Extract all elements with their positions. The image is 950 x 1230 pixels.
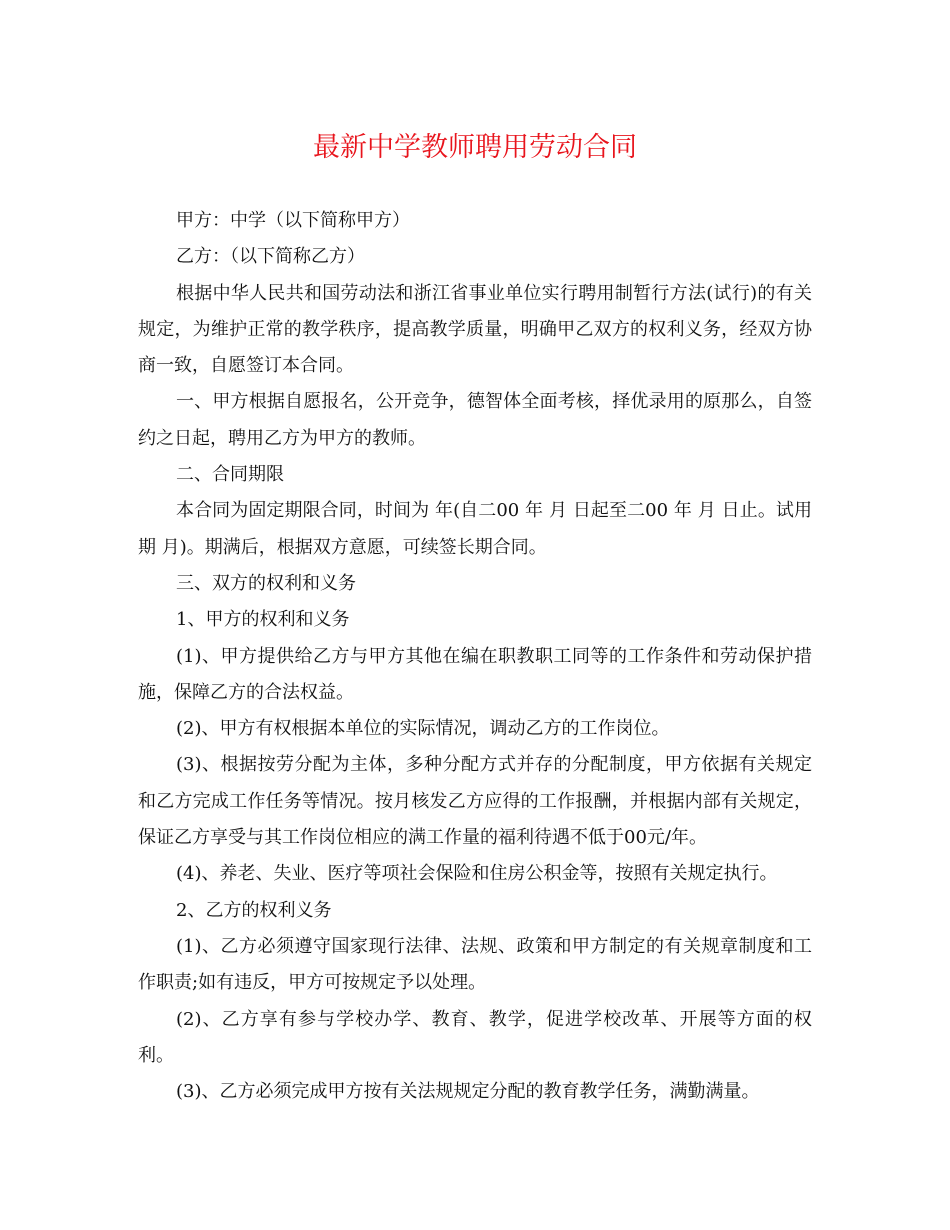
paragraph-party-b: 乙方：（以下简称乙方） xyxy=(176,246,365,268)
paragraph-clause-1: 一、甲方根据自愿报名，公开竞争，德智体全面考核，择优录用的原那么，自签约之日起，聘用乙方为甲方的教师。 xyxy=(138,391,812,449)
heading-rights-obligations: 三、双方的权利和义务 xyxy=(176,572,356,594)
paragraph-party-a: 甲方：中学（以下简称甲方） xyxy=(176,210,410,231)
paragraph-a-item-4: (4)、养老、失业、医疗等项社会保险和住房公积金等，按照有关规定执行。 xyxy=(176,863,778,885)
paragraph-b-item-3: (3)、乙方必须完成甲方按有关法规规定分配的教育教学任务，满勤满量。 xyxy=(176,1081,760,1103)
document-body xyxy=(138,203,812,1110)
heading-party-a-rights: 1、甲方的权利和义务 xyxy=(176,609,350,631)
document-title: 最新中学教师聘用劳动合同 xyxy=(313,132,637,163)
heading-contract-term: 二、合同期限 xyxy=(176,464,284,486)
paragraph-a-item-2: (2)、甲方有权根据本单位的实际情况，调动乙方的工作岗位。 xyxy=(176,718,670,740)
paragraph-preamble: 根据中华人民共和国劳动法和浙江省事业单位实行聘用制暂行方法(试行)的有关规定，为维护正常的教学秩序，提高教学质量，明确甲乙双方的权利义务，经双方协商一致，自愿签订本合同。 xyxy=(138,282,812,377)
paragraph-a-item-1: (1)、甲方提供给乙方与甲方其他在编在职教职工同等的工作条件和劳动保护措施，保障乙方的合法权益。 xyxy=(138,645,812,703)
paragraph-contract-term: 本合同为固定期限合同，时间为 年(自二00 年 月 日起至二00 年 月 日止。试用期 月)。期满后，根据双方意愿，可续签长期合同。 xyxy=(138,500,812,558)
heading-party-b-rights: 2、乙方的权利义务 xyxy=(176,899,332,921)
paragraph-b-item-1: (1)、乙方必须遵守国家现行法律、法规、政策和甲方制定的有关规章制度和工作职责;如有违反，甲方可按规定予以处理。 xyxy=(138,935,812,994)
paragraph-b-item-2: (2)、乙方享有参与学校办学、教育、教学，促进学校改革、开展等方面的权利。 xyxy=(138,1008,812,1066)
paragraph-a-item-3: (3)、根据按劳分配为主体，多种分配方式并存的分配制度，甲方依据有关规定和乙方完成工作任务等情况。按月核发乙方应得的工作报酬，并根据内部有关规定，保证乙方享受与其工作岗位相应的满工作量的福利待遇不低于00元/年。 xyxy=(138,754,812,849)
